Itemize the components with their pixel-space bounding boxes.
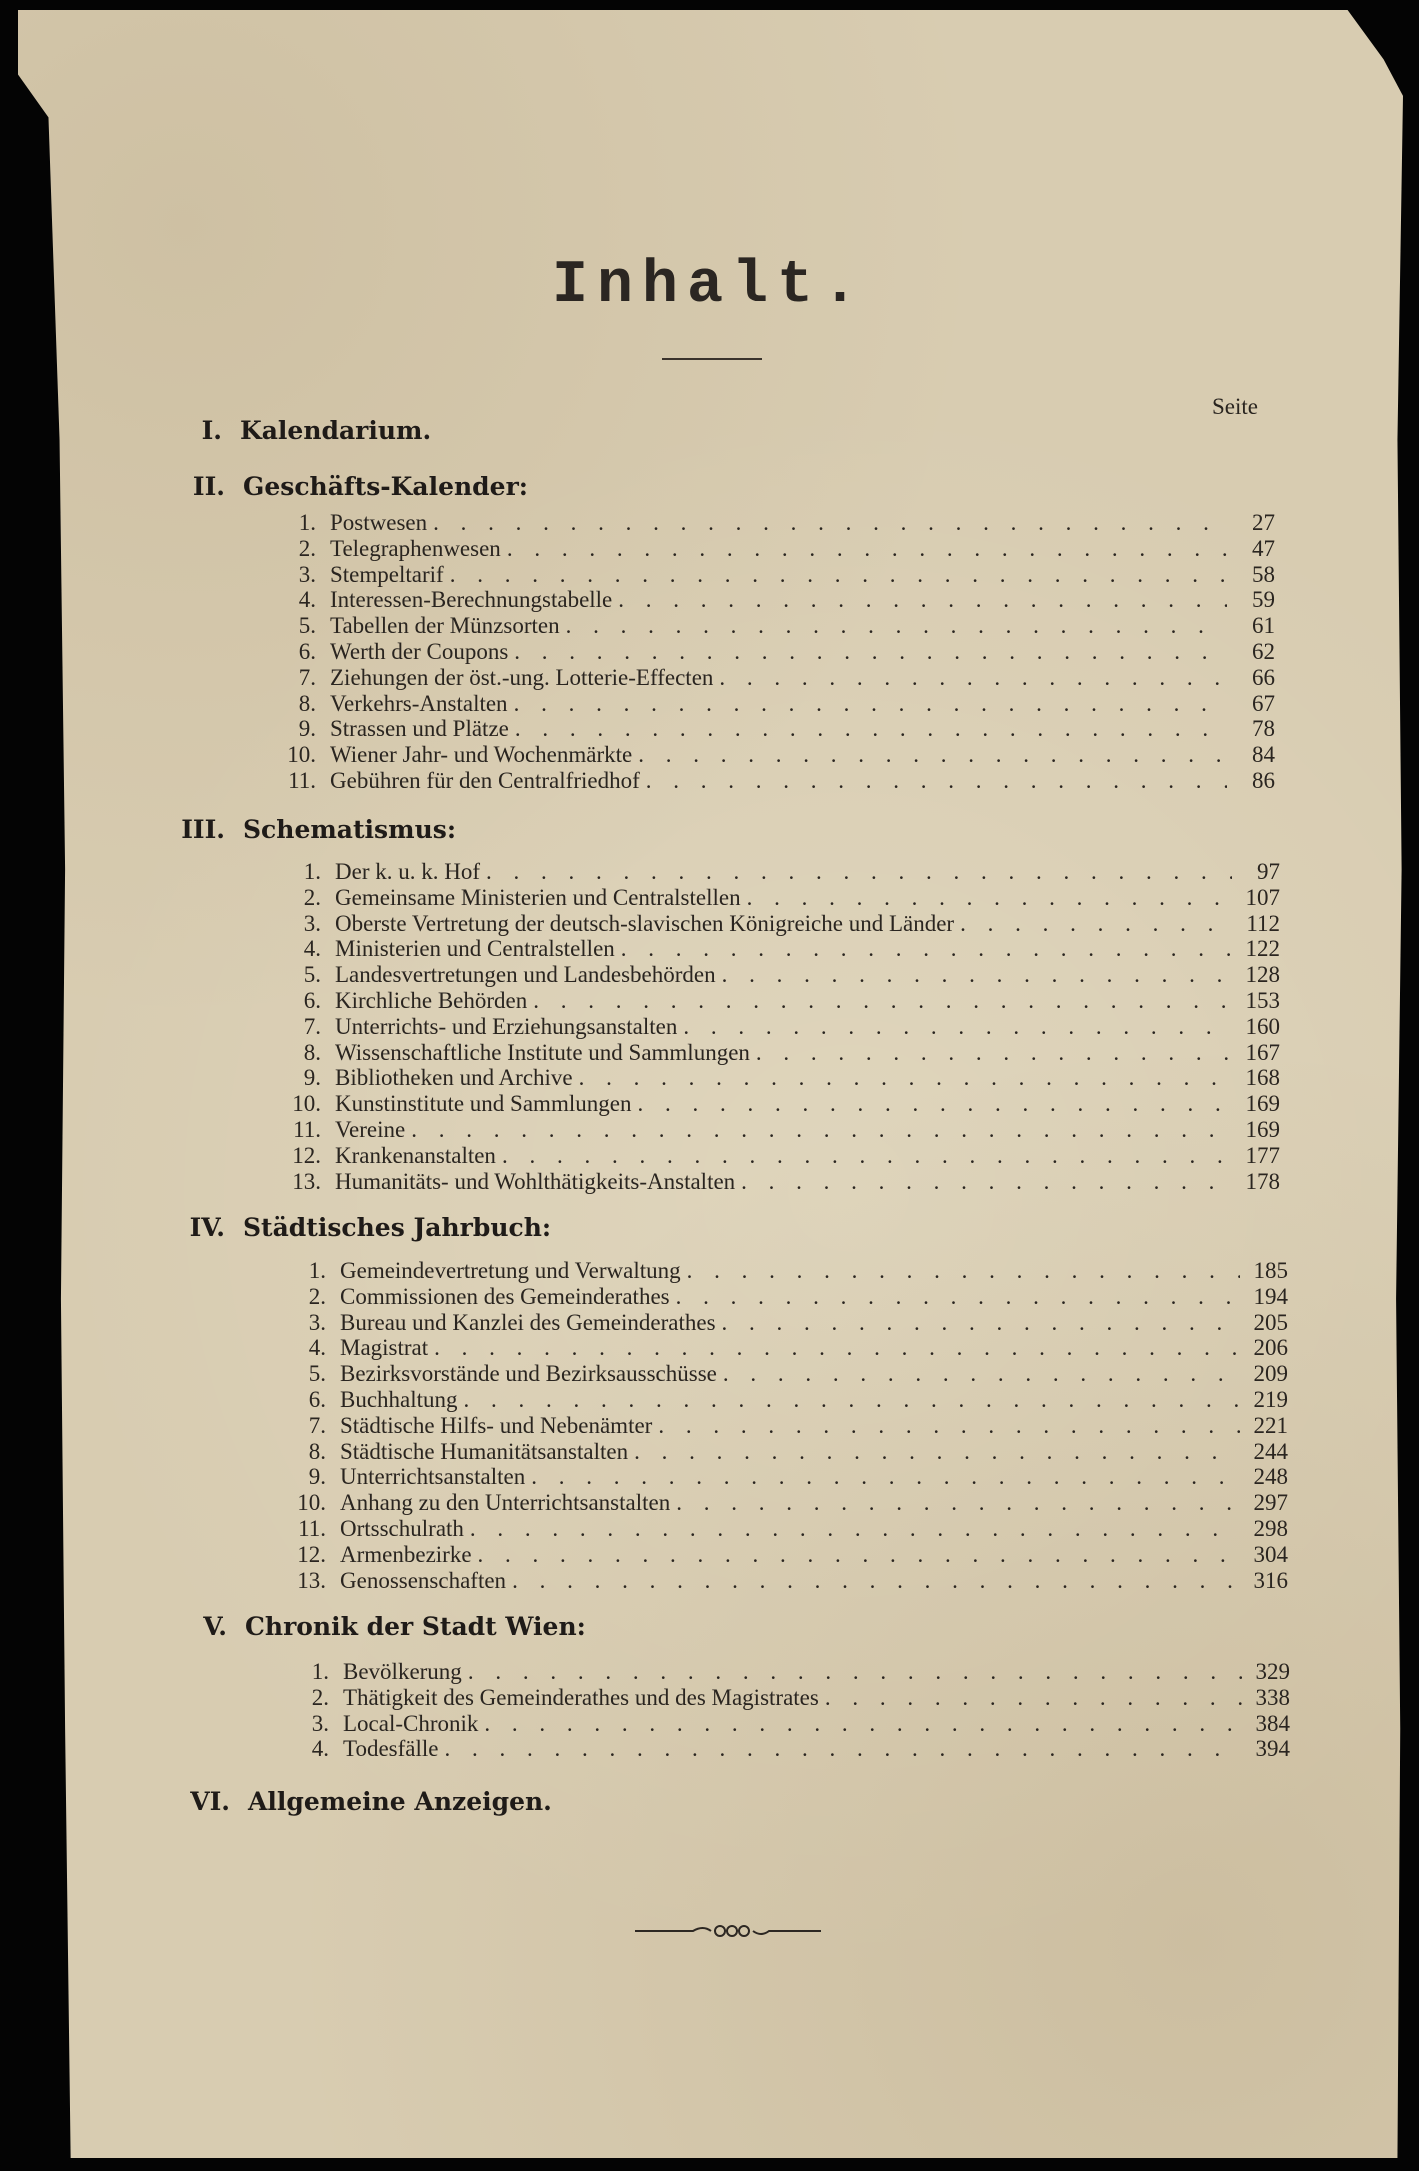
dot-leader <box>478 1542 1240 1568</box>
dot-leader <box>484 1711 1242 1737</box>
entry-title: Interessen-Berechnungstabelle <box>330 587 613 613</box>
entry-number: 10. <box>297 1490 326 1516</box>
entry-title: Vereine <box>335 1117 406 1142</box>
dot-leader <box>722 1310 1240 1336</box>
entry-number: 12. <box>292 1142 321 1168</box>
entry-number: 1. <box>303 859 321 884</box>
toc-entry <box>298 639 1275 665</box>
entry-title: Gemeindevertretung und Verwaltung <box>340 1258 681 1283</box>
entry-number: 9. <box>298 716 316 742</box>
entry-page: 78 <box>1252 716 1275 742</box>
entry-page: 221 <box>1253 1412 1288 1438</box>
entry-number: 4. <box>303 936 321 962</box>
page-title: Inhalt. <box>551 252 868 320</box>
section-title: Chronik der Stadt Wien: <box>245 1612 586 1641</box>
entry-number: 6. <box>298 639 316 664</box>
entry-page: 209 <box>1253 1361 1288 1387</box>
dot-leader <box>723 1361 1240 1387</box>
entry-number: 8. <box>308 1438 326 1464</box>
entry-title: Thätigkeit des Gemeinderathes und des Magistrates <box>343 1684 819 1710</box>
toc-entry <box>308 1412 1288 1439</box>
dot-leader <box>825 1685 1242 1711</box>
dot-leader <box>687 1258 1240 1284</box>
entry-title: Bezirksvorstände und Bezirksausschüsse <box>340 1361 717 1387</box>
dot-leader <box>434 1335 1240 1361</box>
dot-leader <box>464 1387 1240 1413</box>
entry-page: 177 <box>1245 1142 1280 1168</box>
entry-page: 122 <box>1245 936 1280 962</box>
toc-entry <box>308 1335 1288 1361</box>
entry-title: Kirchliche Behörden <box>335 988 528 1013</box>
section-heading <box>192 471 528 503</box>
entry-title: Bevölkerung <box>343 1659 462 1684</box>
dot-leader <box>533 988 1232 1014</box>
toc-entry <box>303 859 1280 885</box>
dot-leader <box>514 691 1227 717</box>
entry-page: 153 <box>1245 988 1280 1013</box>
entry-number: 9. <box>303 1065 321 1091</box>
toc-entry <box>292 1091 1280 1117</box>
page-column-header: Seite <box>1212 394 1258 419</box>
entry-page: 169 <box>1245 1117 1280 1142</box>
entry-number: 9. <box>308 1464 326 1490</box>
section-title: Kalendarium. <box>240 416 432 445</box>
entry-title: Unterrichtsanstalten <box>340 1464 526 1490</box>
entry-page: 248 <box>1253 1464 1288 1490</box>
ornament-divider <box>633 1921 823 1941</box>
entry-number: 13. <box>297 1567 326 1593</box>
entry-number: 5. <box>308 1361 326 1387</box>
entry-title: Commissionen des Gemeinderathes <box>340 1283 670 1309</box>
entry-page: 169 <box>1245 1091 1280 1117</box>
section-number: III. <box>181 815 225 844</box>
toc-entry <box>303 884 1280 911</box>
toc-entry <box>311 1684 1290 1711</box>
toc-entry <box>292 1142 1280 1169</box>
entry-title: Local-Chronik <box>343 1710 479 1736</box>
entry-number: 5. <box>298 613 316 639</box>
entry-title: Tabellen der Münzsorten <box>330 613 560 639</box>
entry-page: 128 <box>1245 962 1280 988</box>
entry-title: Telegraphenwesen <box>330 535 501 561</box>
entry-title: Bibliotheken und Archive <box>335 1065 573 1091</box>
dot-leader <box>756 1040 1232 1066</box>
entry-number: 3. <box>298 561 316 587</box>
entry-number: 10. <box>287 742 316 768</box>
entry-title: Landesvertretungen und Landesbehörden <box>335 962 716 988</box>
toc-entry <box>297 1567 1288 1594</box>
entry-title: Kunstinstitute und Sammlungen <box>335 1091 632 1117</box>
toc-entry <box>308 1438 1288 1465</box>
dot-leader <box>444 1736 1242 1762</box>
toc-entry <box>308 1387 1288 1413</box>
entry-page: 66 <box>1252 664 1275 690</box>
dot-leader <box>618 587 1227 613</box>
entry-title: Strassen und Plätze <box>330 716 509 742</box>
dot-leader <box>676 1284 1240 1310</box>
entry-number: 4. <box>311 1736 329 1762</box>
dot-leader <box>722 962 1232 988</box>
dot-leader <box>579 1065 1232 1091</box>
dot-leader <box>747 885 1232 911</box>
dot-leader <box>683 1014 1232 1040</box>
entry-number: 7. <box>308 1412 326 1438</box>
entry-title: Magistrat <box>340 1335 429 1361</box>
entry-number: 2. <box>311 1684 329 1710</box>
entry-title: Wissenschaftliche Institute und Sammlungen <box>335 1039 750 1065</box>
entry-page: 384 <box>1255 1710 1290 1736</box>
dot-leader <box>741 1169 1232 1195</box>
dot-leader <box>514 639 1227 665</box>
toc-entry <box>311 1710 1290 1737</box>
entry-number: 4. <box>308 1335 326 1361</box>
toc-entry <box>298 1516 1288 1542</box>
entry-title: Ortsschulrath <box>340 1516 464 1541</box>
dot-leader <box>515 716 1227 742</box>
entry-number: 8. <box>298 690 316 716</box>
dot-leader <box>637 1091 1232 1117</box>
entry-page: 298 <box>1253 1516 1288 1541</box>
section-title: Schematismus: <box>243 815 457 844</box>
entry-title: Unterrichts- und Erziehungsanstalten <box>335 1013 678 1039</box>
entry-page: 47 <box>1252 535 1275 561</box>
dot-leader <box>411 1117 1232 1143</box>
entry-number: 12. <box>297 1541 326 1567</box>
entry-title: Armenbezirke <box>340 1541 472 1567</box>
toc-entry <box>297 1490 1288 1516</box>
dot-leader <box>638 742 1227 768</box>
entry-title: Genossenschaften <box>340 1567 507 1593</box>
toc-entry <box>298 535 1275 562</box>
entry-title: Verkehrs-Anstalten <box>330 690 508 716</box>
entry-title: Postwesen <box>330 510 428 535</box>
entry-page: 86 <box>1252 768 1275 793</box>
entry-title: Buchhaltung <box>340 1387 458 1412</box>
entry-page: 84 <box>1252 742 1275 768</box>
entry-number: 2. <box>308 1283 326 1309</box>
entry-title: Wiener Jahr- und Wochenmärkte <box>330 742 633 768</box>
toc-entry <box>298 510 1275 536</box>
entry-number: 4. <box>298 587 316 613</box>
dot-leader <box>507 536 1227 562</box>
entry-number: 8. <box>303 1039 321 1065</box>
toc-entry <box>308 1258 1288 1284</box>
section-heading <box>201 415 432 447</box>
entry-title: Städtische Humanitätsanstalten <box>340 1438 629 1464</box>
toc-entry <box>303 962 1280 988</box>
toc-entry <box>303 1039 1280 1066</box>
toc-entry <box>297 1541 1288 1568</box>
toc-entry <box>303 910 1280 937</box>
section-heading <box>203 1611 586 1643</box>
toc-entry <box>308 1361 1288 1387</box>
section-number: II. <box>192 472 225 501</box>
entry-page: 107 <box>1245 884 1280 910</box>
entry-title: Ministerien und Centralstellen <box>335 936 615 962</box>
dot-leader <box>658 1413 1240 1439</box>
entry-number: 11. <box>288 768 316 793</box>
entry-page: 304 <box>1253 1541 1288 1567</box>
entry-number: 2. <box>298 535 316 561</box>
entry-title: Gemeinsame Ministerien und Centralstellen <box>335 884 741 910</box>
toc-entry <box>298 587 1275 613</box>
toc-entry <box>308 1283 1288 1310</box>
entry-page: 244 <box>1253 1438 1288 1464</box>
dot-leader <box>566 613 1227 639</box>
entry-number: 7. <box>298 664 316 690</box>
section-title: Städtisches Jahrbuch: <box>243 1213 552 1242</box>
toc-entry <box>298 613 1275 639</box>
section-heading <box>189 1212 552 1244</box>
entry-title: Städtische Hilfs- und Nebenämter <box>340 1412 653 1438</box>
dot-leader <box>960 911 1232 937</box>
dot-leader <box>512 1568 1240 1594</box>
entry-number: 3. <box>303 910 321 936</box>
dot-leader <box>719 665 1227 691</box>
entry-page: 338 <box>1255 1684 1290 1710</box>
section-heading <box>190 1786 552 1818</box>
entry-title: Anhang zu den Unterrichtsanstalten <box>340 1490 671 1516</box>
entry-title: Oberste Vertretung der deutsch-slavischen Königreiche und Länder <box>335 910 955 936</box>
toc-entry <box>311 1659 1290 1685</box>
entry-number: 5. <box>303 962 321 988</box>
entry-page: 394 <box>1255 1736 1290 1762</box>
entry-page: 97 <box>1257 859 1280 884</box>
dot-leader <box>486 859 1232 885</box>
entry-page: 62 <box>1252 639 1275 664</box>
entry-title: Krankenanstalten <box>335 1142 496 1168</box>
toc-entry <box>303 1013 1280 1040</box>
entry-page: 58 <box>1252 561 1275 587</box>
toc-entry <box>311 1736 1290 1762</box>
entry-page: 194 <box>1253 1283 1288 1309</box>
entry-number: 3. <box>308 1309 326 1335</box>
entry-page: 219 <box>1253 1387 1288 1412</box>
toc-entry <box>293 1117 1280 1143</box>
entry-page: 316 <box>1253 1567 1288 1593</box>
section-number: IV. <box>189 1213 225 1242</box>
dot-leader <box>646 768 1227 794</box>
toc-entry <box>303 988 1280 1014</box>
entry-page: 206 <box>1253 1335 1288 1361</box>
toc-entry <box>288 768 1275 794</box>
entry-number: 13. <box>292 1168 321 1194</box>
entry-number: 6. <box>308 1387 326 1412</box>
toc-entry <box>287 742 1275 768</box>
dot-leader <box>621 936 1232 962</box>
entry-page: 61 <box>1252 613 1275 639</box>
entry-number: 7. <box>303 1013 321 1039</box>
entry-number: 10. <box>292 1091 321 1117</box>
entry-title: Humanitäts- und Wohlthätigkeits-Anstalten <box>335 1168 736 1194</box>
entry-page: 185 <box>1253 1258 1288 1283</box>
entry-page: 67 <box>1252 690 1275 716</box>
entry-number: 3. <box>311 1710 329 1736</box>
section-title: Geschäfts-Kalender: <box>243 472 528 501</box>
dot-leader <box>634 1439 1240 1465</box>
toc-entry <box>303 1065 1280 1091</box>
title-rule <box>662 358 762 360</box>
entry-page: 160 <box>1245 1013 1280 1039</box>
entry-title: Bureau und Kanzlei des Gemeinderathes <box>340 1309 716 1335</box>
entry-number: 1. <box>308 1258 326 1283</box>
entry-title: Der k. u. k. Hof <box>335 859 480 884</box>
entry-page: 112 <box>1246 910 1280 936</box>
entry-page: 27 <box>1252 510 1275 535</box>
dot-leader <box>450 562 1227 588</box>
entry-title: Todesfälle <box>343 1736 439 1762</box>
entry-title: Gebühren für den Centralfriedhof <box>330 768 640 793</box>
dot-leader <box>531 1464 1240 1490</box>
entry-title: Werth der Coupons <box>330 639 509 664</box>
entry-number: 2. <box>303 884 321 910</box>
toc-entry <box>298 690 1275 717</box>
toc-entry <box>298 561 1275 588</box>
entry-page: 178 <box>1245 1168 1280 1194</box>
entry-page: 168 <box>1245 1065 1280 1091</box>
toc-entry <box>308 1309 1288 1336</box>
entry-number: 6. <box>303 988 321 1013</box>
dot-leader <box>470 1516 1240 1542</box>
section-title: Allgemeine Anzeigen. <box>248 1787 552 1816</box>
entry-page: 59 <box>1252 587 1275 613</box>
section-number: VI. <box>190 1787 230 1816</box>
toc-entry <box>298 716 1275 742</box>
entry-number: 1. <box>298 510 316 535</box>
entry-title: Stempeltarif <box>330 561 444 587</box>
entry-page: 329 <box>1255 1659 1290 1684</box>
entry-number: 1. <box>311 1659 329 1684</box>
dot-leader <box>468 1659 1242 1685</box>
entry-page: 167 <box>1245 1039 1280 1065</box>
entry-page: 297 <box>1253 1490 1288 1516</box>
dot-leader <box>502 1143 1232 1169</box>
entry-number: 11. <box>298 1516 326 1541</box>
dot-leader <box>433 510 1227 536</box>
toc-entry <box>308 1464 1288 1490</box>
entry-number: 11. <box>293 1117 321 1142</box>
entry-page: 205 <box>1253 1309 1288 1335</box>
toc-entry <box>292 1168 1280 1195</box>
toc-entry <box>298 664 1275 691</box>
section-heading <box>181 814 457 846</box>
section-number: I. <box>201 416 222 445</box>
section-number: V. <box>203 1612 227 1641</box>
toc-entry <box>303 936 1280 962</box>
entry-title: Ziehungen der öst.-ung. Lotterie-Effecten <box>330 664 714 690</box>
dot-leader <box>676 1490 1240 1516</box>
